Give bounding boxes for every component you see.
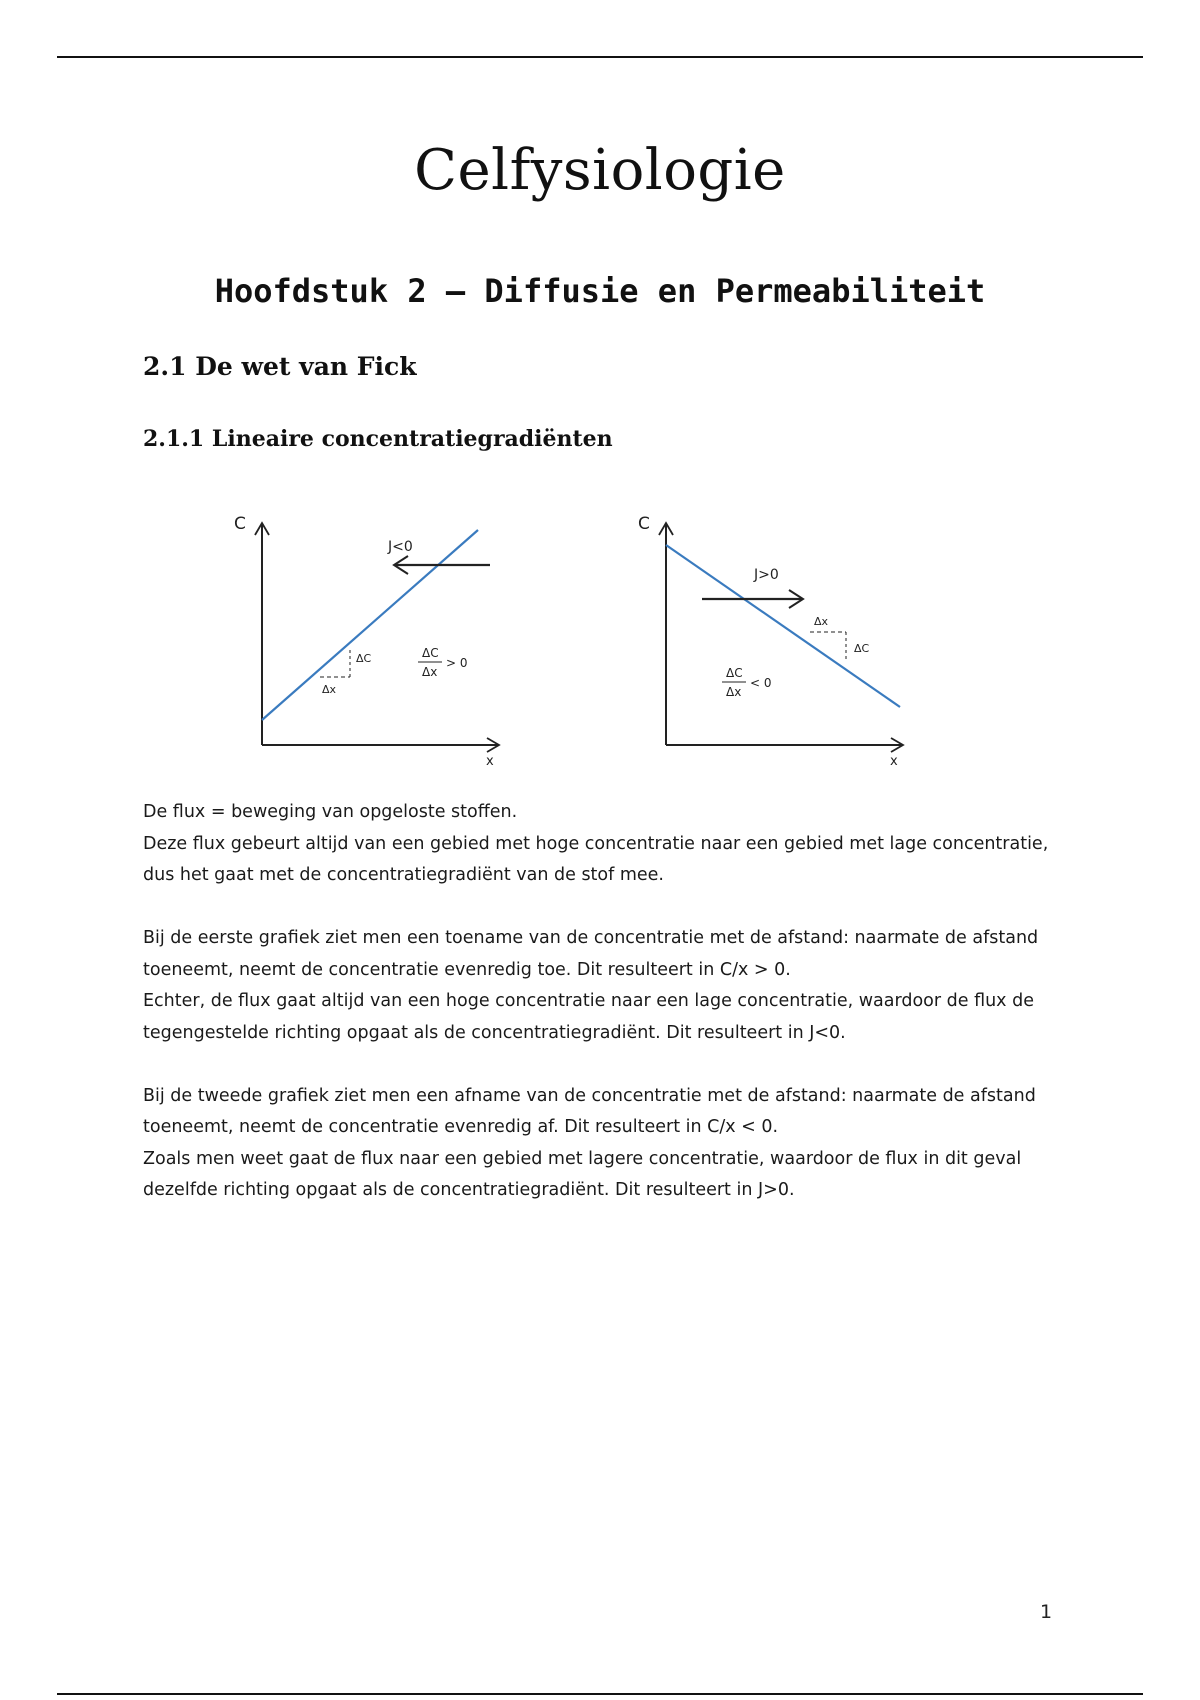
text-line: Deze flux gebeurt altijd van een gebied met hoge concentratie naar een gebied met lage concentratie, [143,833,1049,854]
text-line: tegengestelde richting opgaat als de concentratiegradiënt. Dit resulteert in J<0. [143,1022,846,1043]
text-line: dezelfde richting opgaat als de concentratiegradiënt. Dit resulteert in J>0. [143,1180,795,1200]
text-line: De flux = beweging van opgeloste stoffen. [143,802,518,822]
text-line: toeneemt, neemt de concentratie evenredig af. Dit resulteert in C/x < 0. [143,1117,779,1137]
left-x-label: x [486,754,494,769]
right-concentration-line [666,545,900,707]
left-ratio-relation: > 0 [446,656,468,670]
text-line: Echter, de flux gaat altijd van een hoge concentratie naar een lage concentratie, waardoor de flux de [143,991,1034,1011]
left-flux-label: J<0 [388,539,413,555]
right-x-label: x [890,754,898,769]
concentration-gradient-figures [210,495,940,775]
left-concentration-line [262,530,478,720]
graph-decreasing [638,514,903,769]
body-text [143,797,1083,1238]
document-title: Celfysiologie [414,138,786,203]
footer-rule [57,1693,1143,1695]
text-line: Zoals men weet gaat de flux naar een gebied met lagere concentratie, waardoor de flux in dit geval [143,1148,1022,1169]
section-heading: 2.1 De wet van Fick [143,352,417,381]
left-ratio-denominator: Δx [422,665,438,679]
text-line: toeneemt, neemt de concentratie evenredig toe. Dit resulteert in C/x > 0. [143,959,791,980]
text-line: Bij de eerste grafiek ziet men een toename van de concentratie met de afstand: naarmate de afstand [143,928,1039,948]
subsection-heading: 2.1.1 Lineaire concentratiegradiënten [143,426,613,452]
right-delta-x: Δx [814,615,829,628]
left-delta-c: ΔC [356,652,372,665]
right-y-label: C [638,514,650,534]
chapter-heading: Hoofdstuk 2 – Diffusie en Permeabiliteit [214,272,986,310]
paragraph-second-graph [143,1081,1083,1207]
graph-increasing [234,514,499,769]
right-ratio-relation: < 0 [750,676,772,690]
left-delta-x: Δx [322,683,337,696]
text-line: dus het gaat met de concentratiegradiënt van de stof mee. [143,865,664,885]
paragraph-first-graph [143,923,1083,1049]
left-ratio-numerator: ΔC [422,646,439,660]
right-ratio-denominator: Δx [726,685,742,699]
right-ratio-numerator: ΔC [726,666,743,680]
text-line: Bij de tweede grafiek ziet men een afname van de concentratie met de afstand: naarmate de afstand [143,1085,1036,1106]
page-number: 1 [1040,1601,1053,1623]
paragraph-flux-definition [143,797,1083,892]
right-delta-c: ΔC [854,642,870,655]
left-y-label: C [234,514,246,534]
header-rule [57,56,1143,58]
right-flux-label: J>0 [754,567,779,583]
